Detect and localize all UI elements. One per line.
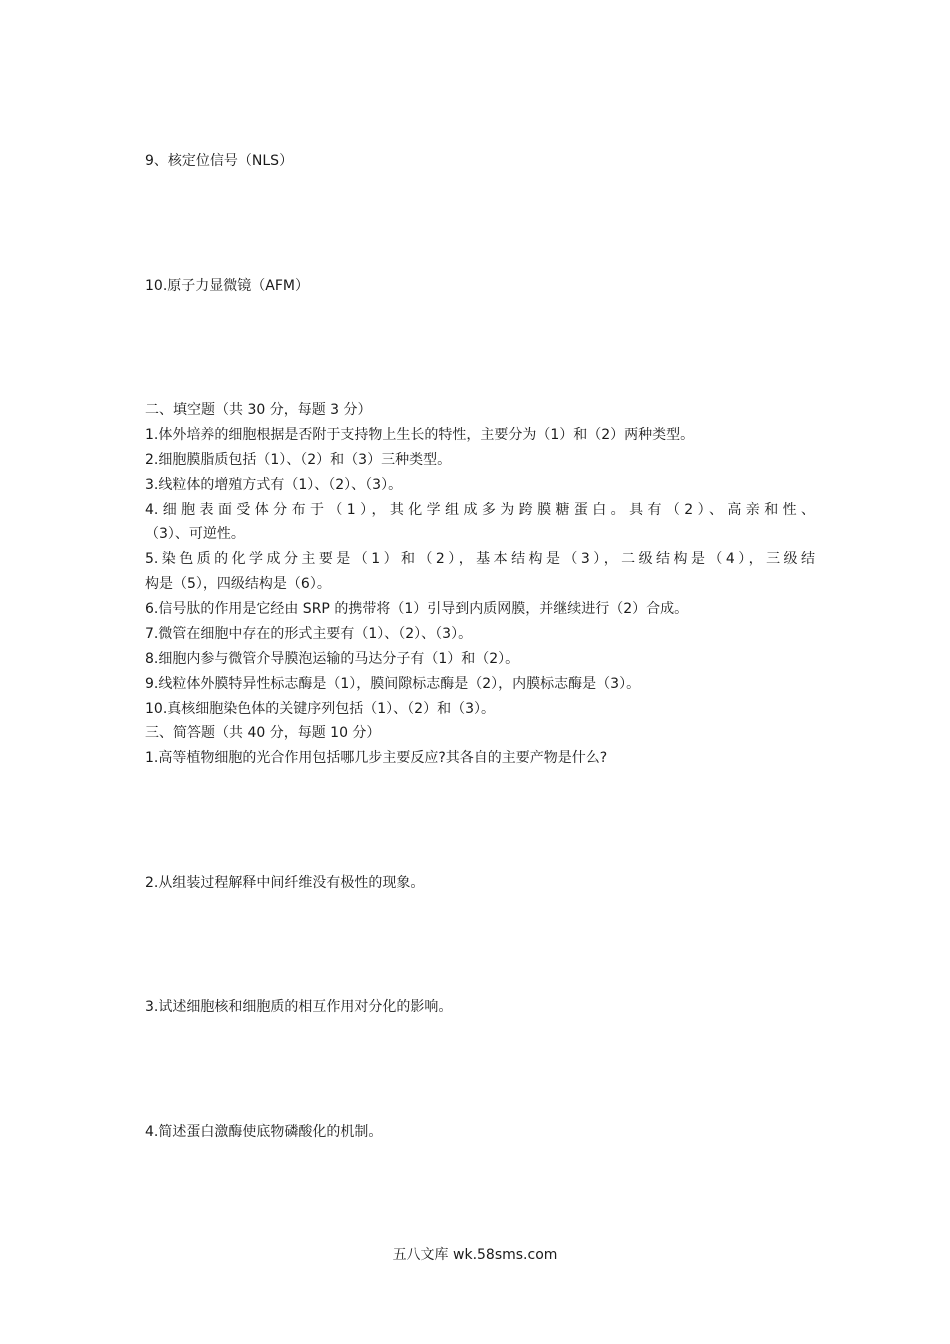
section-heading-short-answer: 三、简答题（共 40 分，每题 10 分） bbox=[145, 725, 381, 741]
fill-in-item-7: 7.微管在细胞中存在的形式主要有（1）、（2）、（3）。 bbox=[145, 626, 473, 642]
term-question-9: 9、核定位信号（NLS） bbox=[145, 153, 294, 169]
fill-in-item-5-line-1: 5.染色质的化学成分主要是（1）和（2），基本结构是（3），二级结构是（4），三级结 bbox=[145, 551, 815, 567]
short-answer-question-4: 4.简述蛋白激酶使底物磷酸化的机制。 bbox=[145, 1124, 383, 1140]
short-answer-question-2: 2.从组装过程解释中间纤维没有极性的现象。 bbox=[145, 875, 425, 891]
term-question-10: 10.原子力显微镜（AFM） bbox=[145, 278, 309, 294]
fill-in-item-3: 3.线粒体的增殖方式有（1）、（2）、（3）。 bbox=[145, 477, 403, 493]
fill-in-item-6: 6.信号肽的作用是它经由 SRP 的携带将（1）引导到内质网膜，并继续进行（2）合成。 bbox=[145, 601, 689, 617]
short-answer-question-1: 1.高等植物细胞的光合作用包括哪几步主要反应?其各自的主要产物是什么? bbox=[145, 750, 608, 766]
fill-in-item-9: 9.线粒体外膜特异性标志酶是（1），膜间隙标志酶是（2），内膜标志酶是（3）。 bbox=[145, 676, 641, 692]
fill-in-item-1: 1.体外培养的细胞根据是否附于支持物上生长的特性，主要分为（1）和（2）两种类型。 bbox=[145, 427, 695, 443]
fill-in-item-10: 10.真核细胞染色体的关键序列包括（1）、（2）和（3）。 bbox=[145, 701, 495, 717]
fill-in-item-8: 8.细胞内参与微管介导膜泡运输的马达分子有（1）和（2）。 bbox=[145, 651, 520, 667]
fill-in-item-2: 2.细胞膜脂质包括（1）、（2）和（3）三种类型。 bbox=[145, 452, 452, 468]
fill-in-item-4-line-1: 4.细胞表面受体分布于（1），其化学组成多为跨膜糖蛋白。具有（2）、高亲和性、 bbox=[145, 502, 815, 518]
fill-in-item-5-line-2: 构是（5），四级结构是（6）。 bbox=[145, 576, 331, 592]
page-footer-watermark: 五八文库 wk.58sms.com bbox=[392, 1247, 558, 1263]
section-heading-fill-in: 二、填空题（共 30 分，每题 3 分） bbox=[145, 402, 372, 418]
short-answer-question-3: 3.试述细胞核和细胞质的相互作用对分化的影响。 bbox=[145, 999, 453, 1015]
fill-in-item-4-line-2: （3）、可逆性。 bbox=[145, 526, 245, 542]
